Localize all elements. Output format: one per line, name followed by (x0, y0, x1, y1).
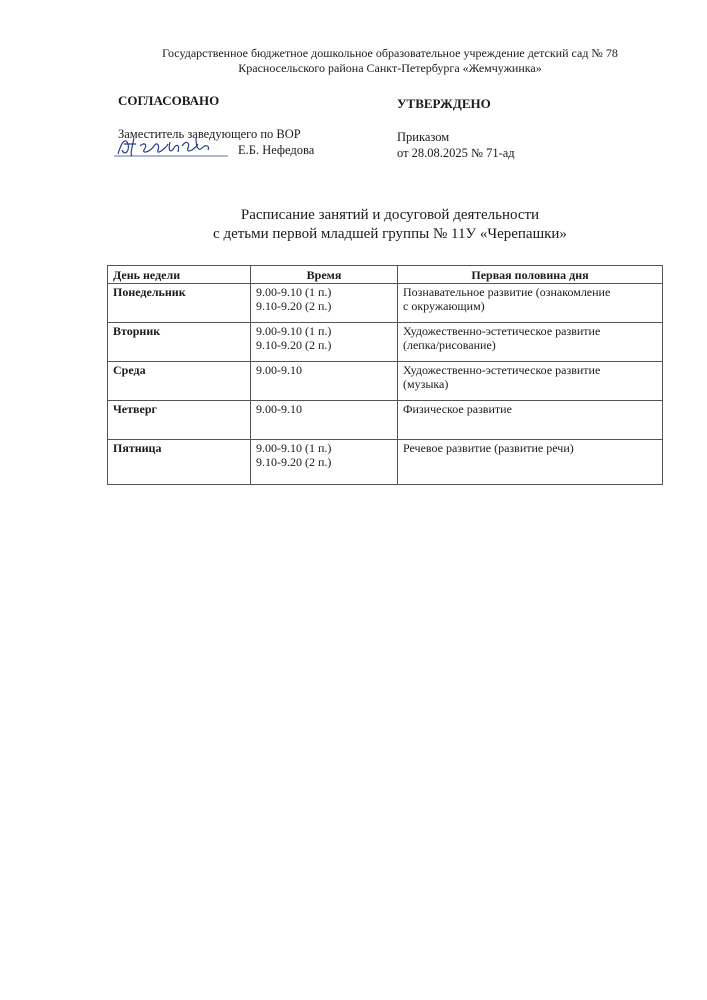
activity-text: Художественно-эстетическое развитие (403, 363, 601, 377)
signature-icon (110, 134, 240, 162)
time-cell (251, 440, 398, 485)
time-slot: 9.10-9.20 (2 п.) (256, 455, 332, 469)
time-cell (251, 323, 398, 362)
time-slot: 9.00-9.10 (1 п.) (256, 324, 332, 338)
document-title (120, 206, 660, 244)
approved-title: УТВЕРЖДЕНО (397, 96, 491, 111)
activity-text: Речевое развитие (развитие речи) (403, 441, 574, 455)
signature-row (118, 142, 358, 160)
activity-text: Физическое развитие (403, 402, 512, 416)
institution-header (120, 46, 660, 76)
activity-text: с окружающим) (403, 299, 485, 313)
document-title-line1: Расписание занятий и досуговой деятельности (240, 207, 540, 223)
time-slot: 9.00-9.10 (1 п.) (256, 441, 332, 455)
activity-cell (398, 401, 663, 440)
document-title-line2: с детьми первой младшей группы № 11У «Черепашки» (213, 226, 567, 242)
order-label: Приказом (397, 130, 450, 144)
activity-cell (398, 362, 663, 401)
order-date-number: от 28.08.2025 № 71-ад (397, 146, 515, 160)
schedule-table (107, 265, 663, 485)
header-day: День недели (108, 266, 251, 284)
table-row (108, 362, 663, 401)
day-cell: Пятница (108, 440, 251, 485)
day-cell: Понедельник (108, 284, 251, 323)
time-cell (251, 284, 398, 323)
activity-cell (398, 323, 663, 362)
activity-cell (398, 284, 663, 323)
approval-block-approved (397, 96, 637, 161)
time-slot: 9.10-9.20 (2 п.) (256, 299, 332, 313)
agreed-title: СОГЛАСОВАНО (118, 93, 220, 108)
approval-block-agreed (118, 93, 358, 160)
agreed-position: Заместитель заведующего по ВОР (118, 127, 301, 141)
time-cell (251, 362, 398, 401)
day-cell: Среда (108, 362, 251, 401)
activity-text: Познавательное развитие (ознакомление (403, 285, 611, 299)
header-time: Время (251, 266, 398, 284)
time-cell (251, 401, 398, 440)
table-row (108, 401, 663, 440)
day-cell: Четверг (108, 401, 251, 440)
time-slot: 9.00-9.10 (256, 363, 302, 377)
table-row (108, 284, 663, 323)
institution-name-line2: Красносельского района Санкт-Петербурга «Жемчужинка» (238, 61, 542, 75)
header-activity: Первая половина дня (398, 266, 663, 284)
day-cell: Вторник (108, 323, 251, 362)
activity-text: (лепка/рисование) (403, 338, 496, 352)
activity-text: (музыка) (403, 377, 449, 391)
table-header-row (108, 266, 663, 284)
table-row (108, 440, 663, 485)
activity-cell (398, 440, 663, 485)
table-row (108, 323, 663, 362)
institution-name-line1: Государственное бюджетное дошкольное образовательное учреждение детский сад № 78 (162, 46, 618, 60)
agreed-name: Е.Б. Нефедова (238, 143, 315, 157)
activity-text: Художественно-эстетическое развитие (403, 324, 601, 338)
time-slot: 9.00-9.10 (256, 402, 302, 416)
time-slot: 9.10-9.20 (2 п.) (256, 338, 332, 352)
time-slot: 9.00-9.10 (1 п.) (256, 285, 332, 299)
